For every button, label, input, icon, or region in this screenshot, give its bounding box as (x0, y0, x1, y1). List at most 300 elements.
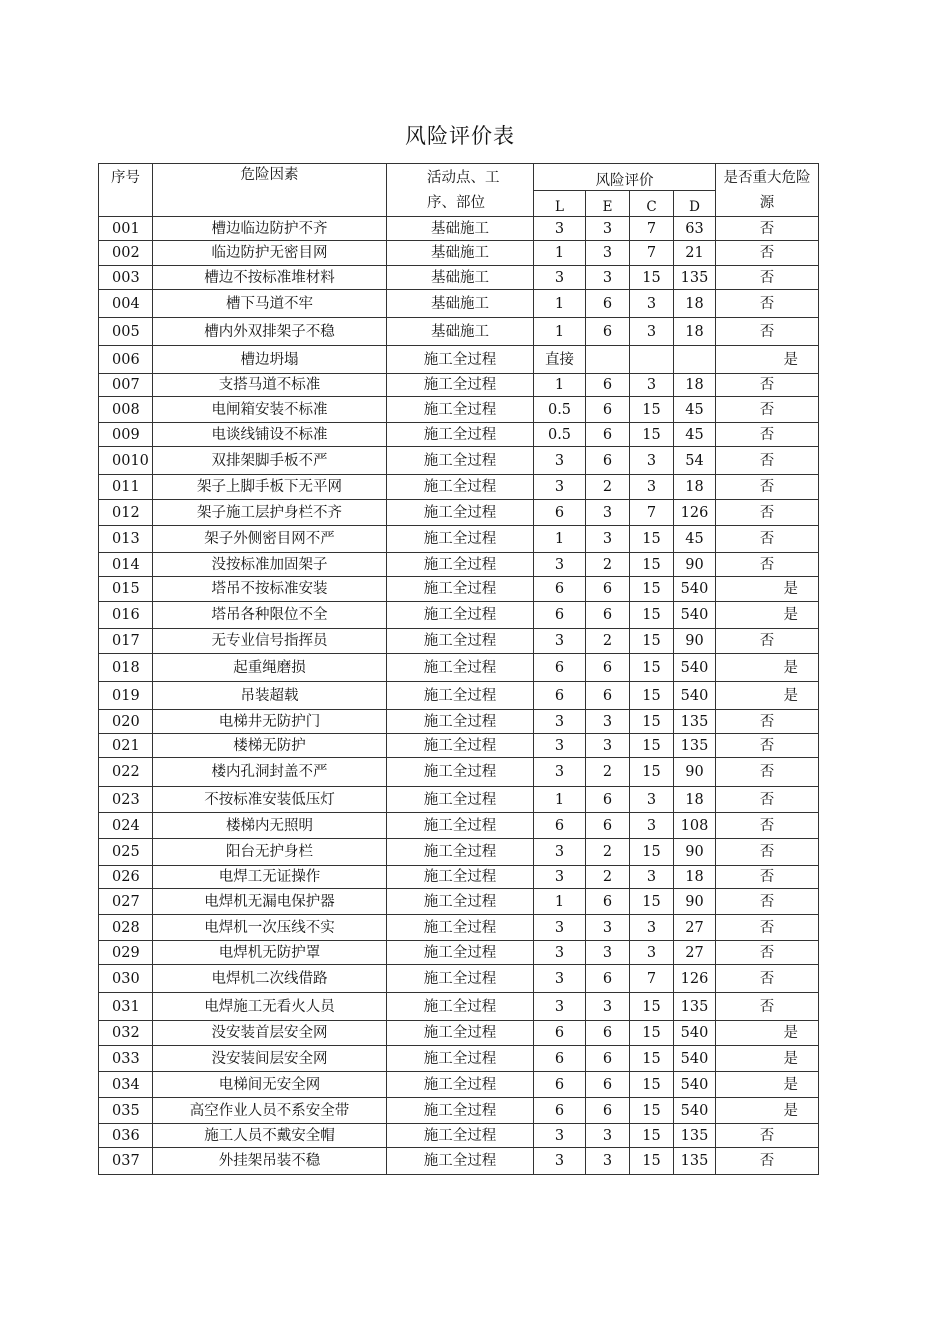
cell-hazard: 支搭马道不标准 (153, 374, 387, 397)
cell-e: 3 (586, 500, 630, 526)
cell-no: 034 (99, 1072, 153, 1098)
cell-activity: 施工全过程 (387, 553, 534, 577)
cell-major-hazard: 否 (716, 813, 819, 839)
cell-activity: 施工全过程 (387, 787, 534, 813)
cell-activity: 施工全过程 (387, 1098, 534, 1124)
table-row (99, 602, 819, 629)
cell-activity: 施工全过程 (387, 1124, 534, 1148)
cell-c: 15 (630, 734, 674, 758)
cell-l: 1 (534, 241, 586, 266)
cell-e (586, 346, 630, 374)
cell-hazard: 槽内外双排架子不稳 (153, 318, 387, 346)
table-row (99, 374, 819, 397)
cell-activity: 施工全过程 (387, 602, 534, 629)
cell-major-hazard: 是 (716, 682, 819, 710)
cell-d: 21 (674, 241, 716, 266)
cell-hazard: 电谈线铺设不标准 (153, 423, 387, 447)
cell-activity: 施工全过程 (387, 500, 534, 526)
header-c: C (630, 191, 674, 217)
cell-l: 6 (534, 654, 586, 682)
cell-l: 1 (534, 290, 586, 318)
cell-no: 003 (99, 266, 153, 290)
cell-hazard: 吊装超载 (153, 682, 387, 710)
cell-c: 3 (630, 318, 674, 346)
cell-major-hazard: 否 (716, 965, 819, 993)
table-row (99, 1046, 819, 1072)
cell-d: 18 (674, 318, 716, 346)
cell-c: 15 (630, 839, 674, 866)
cell-c: 3 (630, 447, 674, 475)
cell-d: 540 (674, 577, 716, 602)
cell-hazard: 架子施工层护身栏不齐 (153, 500, 387, 526)
cell-activity: 基础施工 (387, 241, 534, 266)
cell-e: 6 (586, 447, 630, 475)
cell-major-hazard: 是 (716, 654, 819, 682)
cell-c: 15 (630, 710, 674, 734)
cell-major-hazard: 否 (716, 941, 819, 965)
cell-d: 90 (674, 629, 716, 654)
cell-hazard: 槽边坍塌 (153, 346, 387, 374)
cell-no: 022 (99, 758, 153, 787)
cell-major-hazard: 否 (716, 241, 819, 266)
cell-l: 1 (534, 526, 586, 553)
cell-hazard: 外挂架吊装不稳 (153, 1148, 387, 1175)
table-row (99, 965, 819, 993)
cell-l: 3 (534, 447, 586, 475)
cell-c: 7 (630, 500, 674, 526)
cell-activity: 基础施工 (387, 318, 534, 346)
cell-d: 18 (674, 866, 716, 889)
table-row (99, 423, 819, 447)
cell-no: 007 (99, 374, 153, 397)
table-row (99, 813, 819, 839)
cell-no: 035 (99, 1098, 153, 1124)
cell-e: 2 (586, 553, 630, 577)
cell-c (630, 346, 674, 374)
cell-c: 15 (630, 266, 674, 290)
cell-major-hazard: 否 (716, 217, 819, 241)
cell-e: 6 (586, 290, 630, 318)
cell-l: 3 (534, 866, 586, 889)
cell-no: 033 (99, 1046, 153, 1072)
cell-hazard: 架子外侧密目网不严 (153, 526, 387, 553)
cell-c: 15 (630, 758, 674, 787)
cell-hazard: 电焊机无漏电保护器 (153, 889, 387, 915)
cell-no: 024 (99, 813, 153, 839)
cell-d: 135 (674, 734, 716, 758)
cell-hazard: 没安装间层安全网 (153, 1046, 387, 1072)
cell-major-hazard: 否 (716, 526, 819, 553)
cell-activity: 施工全过程 (387, 346, 534, 374)
cell-e: 6 (586, 1072, 630, 1098)
cell-no: 029 (99, 941, 153, 965)
cell-hazard: 电梯间无安全网 (153, 1072, 387, 1098)
cell-d: 45 (674, 526, 716, 553)
cell-activity: 施工全过程 (387, 734, 534, 758)
cell-activity: 施工全过程 (387, 941, 534, 965)
cell-d: 126 (674, 500, 716, 526)
cell-e: 6 (586, 1021, 630, 1046)
table-row (99, 346, 819, 374)
cell-hazard: 电焊机二次线借路 (153, 965, 387, 993)
cell-l: 0.5 (534, 423, 586, 447)
cell-e: 2 (586, 758, 630, 787)
cell-activity: 施工全过程 (387, 710, 534, 734)
cell-no: 031 (99, 993, 153, 1021)
cell-l: 1 (534, 889, 586, 915)
cell-major-hazard: 否 (716, 318, 819, 346)
cell-hazard: 无专业信号指挥员 (153, 629, 387, 654)
cell-hazard: 电焊工无证操作 (153, 866, 387, 889)
cell-e: 2 (586, 866, 630, 889)
cell-major-hazard: 否 (716, 475, 819, 500)
cell-no: 032 (99, 1021, 153, 1046)
table-row (99, 1072, 819, 1098)
cell-hazard: 电梯井无防护门 (153, 710, 387, 734)
cell-l: 3 (534, 758, 586, 787)
cell-d: 135 (674, 710, 716, 734)
cell-c: 15 (630, 654, 674, 682)
table-row (99, 217, 819, 241)
cell-c: 7 (630, 965, 674, 993)
cell-activity: 基础施工 (387, 217, 534, 241)
cell-l: 直接 (534, 346, 586, 374)
cell-l: 3 (534, 941, 586, 965)
cell-activity: 施工全过程 (387, 1046, 534, 1072)
table-row (99, 654, 819, 682)
cell-l: 3 (534, 993, 586, 1021)
cell-l: 1 (534, 787, 586, 813)
cell-e: 3 (586, 734, 630, 758)
cell-l: 3 (534, 710, 586, 734)
header-l: L (534, 191, 586, 217)
cell-hazard: 没按标准加固架子 (153, 553, 387, 577)
header-major-hazard: 是否重大危险源 (716, 164, 819, 217)
cell-c: 15 (630, 526, 674, 553)
cell-l: 6 (534, 577, 586, 602)
cell-major-hazard: 否 (716, 397, 819, 423)
header-risk-eval: 风险评价 (534, 164, 716, 191)
table-row (99, 526, 819, 553)
table-row (99, 1021, 819, 1046)
cell-hazard: 双排架脚手板不严 (153, 447, 387, 475)
cell-d: 90 (674, 889, 716, 915)
table-row (99, 1148, 819, 1175)
cell-c: 15 (630, 889, 674, 915)
cell-c: 15 (630, 1148, 674, 1175)
cell-d: 90 (674, 839, 716, 866)
cell-d: 540 (674, 1021, 716, 1046)
cell-hazard: 起重绳磨损 (153, 654, 387, 682)
cell-activity: 基础施工 (387, 266, 534, 290)
cell-e: 2 (586, 475, 630, 500)
cell-l: 3 (534, 915, 586, 941)
cell-e: 6 (586, 423, 630, 447)
cell-no: 011 (99, 475, 153, 500)
cell-hazard: 施工人员不戴安全帽 (153, 1124, 387, 1148)
cell-no: 006 (99, 346, 153, 374)
cell-hazard: 没安装首层安全网 (153, 1021, 387, 1046)
cell-no: 015 (99, 577, 153, 602)
cell-activity: 施工全过程 (387, 526, 534, 553)
cell-d: 135 (674, 1124, 716, 1148)
cell-d: 540 (674, 1072, 716, 1098)
cell-hazard: 临边防护无密目网 (153, 241, 387, 266)
cell-d: 18 (674, 787, 716, 813)
cell-major-hazard: 是 (716, 1021, 819, 1046)
cell-major-hazard: 否 (716, 839, 819, 866)
cell-major-hazard: 否 (716, 553, 819, 577)
cell-major-hazard: 否 (716, 629, 819, 654)
cell-e: 3 (586, 526, 630, 553)
cell-l: 3 (534, 1124, 586, 1148)
cell-l: 3 (534, 965, 586, 993)
table-row (99, 266, 819, 290)
cell-major-hazard: 否 (716, 866, 819, 889)
table-row (99, 787, 819, 813)
cell-l: 6 (534, 1046, 586, 1072)
cell-major-hazard: 是 (716, 602, 819, 629)
cell-hazard: 架子上脚手板下无平网 (153, 475, 387, 500)
cell-no: 018 (99, 654, 153, 682)
cell-no: 023 (99, 787, 153, 813)
cell-activity: 基础施工 (387, 290, 534, 318)
cell-c: 3 (630, 813, 674, 839)
cell-no: 005 (99, 318, 153, 346)
cell-activity: 施工全过程 (387, 654, 534, 682)
table-row (99, 915, 819, 941)
cell-e: 6 (586, 813, 630, 839)
cell-major-hazard: 否 (716, 1148, 819, 1175)
cell-hazard: 槽边临边防护不齐 (153, 217, 387, 241)
table-row (99, 318, 819, 346)
cell-d: 108 (674, 813, 716, 839)
cell-no: 021 (99, 734, 153, 758)
cell-activity: 施工全过程 (387, 813, 534, 839)
risk-table (98, 163, 819, 1175)
cell-major-hazard: 否 (716, 758, 819, 787)
cell-activity: 施工全过程 (387, 577, 534, 602)
cell-d: 63 (674, 217, 716, 241)
cell-no: 004 (99, 290, 153, 318)
table-row (99, 758, 819, 787)
table-row (99, 290, 819, 318)
cell-no: 0010 (99, 447, 153, 475)
table-row (99, 682, 819, 710)
cell-l: 3 (534, 1148, 586, 1175)
cell-c: 7 (630, 241, 674, 266)
cell-d: 27 (674, 941, 716, 965)
cell-d: 54 (674, 447, 716, 475)
cell-major-hazard: 否 (716, 290, 819, 318)
cell-major-hazard: 否 (716, 423, 819, 447)
cell-e: 3 (586, 993, 630, 1021)
cell-hazard: 槽下马道不牢 (153, 290, 387, 318)
header-no: 序号 (99, 164, 153, 217)
cell-activity: 施工全过程 (387, 866, 534, 889)
cell-l: 6 (534, 602, 586, 629)
cell-l: 6 (534, 1098, 586, 1124)
page-title: 风险评价表 (405, 124, 515, 148)
cell-hazard: 槽边不按标准堆材料 (153, 266, 387, 290)
table-row (99, 1098, 819, 1124)
cell-major-hazard: 是 (716, 346, 819, 374)
cell-major-hazard: 否 (716, 734, 819, 758)
cell-major-hazard: 否 (716, 889, 819, 915)
cell-e: 6 (586, 602, 630, 629)
cell-activity: 施工全过程 (387, 965, 534, 993)
cell-d: 540 (674, 1098, 716, 1124)
cell-c: 15 (630, 397, 674, 423)
cell-no: 017 (99, 629, 153, 654)
cell-major-hazard: 否 (716, 1124, 819, 1148)
cell-c: 7 (630, 217, 674, 241)
cell-d: 135 (674, 993, 716, 1021)
cell-c: 15 (630, 629, 674, 654)
cell-d: 45 (674, 423, 716, 447)
cell-major-hazard: 否 (716, 993, 819, 1021)
cell-major-hazard: 否 (716, 915, 819, 941)
cell-major-hazard: 是 (716, 1072, 819, 1098)
cell-l: 3 (534, 475, 586, 500)
table-row (99, 447, 819, 475)
cell-d: 18 (674, 374, 716, 397)
cell-e: 6 (586, 654, 630, 682)
cell-activity: 施工全过程 (387, 423, 534, 447)
cell-hazard: 电焊机一次压线不实 (153, 915, 387, 941)
table-row (99, 241, 819, 266)
header-activity: 活动点、工序、部位 (387, 164, 534, 217)
cell-no: 014 (99, 553, 153, 577)
cell-hazard: 不按标准安装低压灯 (153, 787, 387, 813)
cell-major-hazard: 否 (716, 787, 819, 813)
cell-d: 126 (674, 965, 716, 993)
cell-activity: 施工全过程 (387, 839, 534, 866)
table-row (99, 889, 819, 915)
cell-l: 3 (534, 629, 586, 654)
cell-e: 3 (586, 266, 630, 290)
cell-e: 6 (586, 374, 630, 397)
cell-c: 3 (630, 915, 674, 941)
header-e: E (586, 191, 630, 217)
cell-activity: 施工全过程 (387, 447, 534, 475)
table-row (99, 710, 819, 734)
cell-e: 3 (586, 941, 630, 965)
cell-e: 3 (586, 710, 630, 734)
cell-hazard: 阳台无护身栏 (153, 839, 387, 866)
table-row (99, 397, 819, 423)
cell-d: 540 (674, 654, 716, 682)
cell-hazard: 高空作业人员不系安全带 (153, 1098, 387, 1124)
cell-c: 3 (630, 866, 674, 889)
cell-no: 028 (99, 915, 153, 941)
cell-l: 6 (534, 1021, 586, 1046)
cell-major-hazard: 否 (716, 500, 819, 526)
cell-activity: 施工全过程 (387, 1021, 534, 1046)
table-row (99, 734, 819, 758)
cell-c: 3 (630, 290, 674, 318)
cell-hazard: 电焊机无防护罩 (153, 941, 387, 965)
header-hazard: 危险因素 (153, 164, 387, 217)
cell-hazard: 电闸箱安装不标准 (153, 397, 387, 423)
cell-hazard: 塔吊各种限位不全 (153, 602, 387, 629)
cell-e: 6 (586, 682, 630, 710)
cell-c: 3 (630, 374, 674, 397)
cell-c: 15 (630, 577, 674, 602)
cell-activity: 施工全过程 (387, 889, 534, 915)
cell-l: 3 (534, 553, 586, 577)
cell-activity: 施工全过程 (387, 475, 534, 500)
cell-l: 1 (534, 318, 586, 346)
cell-no: 016 (99, 602, 153, 629)
table-row (99, 475, 819, 500)
cell-d: 18 (674, 290, 716, 318)
cell-c: 3 (630, 787, 674, 813)
cell-no: 020 (99, 710, 153, 734)
cell-major-hazard: 否 (716, 374, 819, 397)
cell-activity: 施工全过程 (387, 993, 534, 1021)
cell-e: 6 (586, 577, 630, 602)
cell-d: 540 (674, 1046, 716, 1072)
cell-no: 026 (99, 866, 153, 889)
cell-major-hazard: 否 (716, 710, 819, 734)
cell-hazard: 塔吊不按标准安装 (153, 577, 387, 602)
cell-c: 15 (630, 682, 674, 710)
table-body (99, 217, 819, 1175)
cell-hazard: 楼梯无防护 (153, 734, 387, 758)
cell-c: 15 (630, 602, 674, 629)
cell-l: 3 (534, 839, 586, 866)
cell-major-hazard: 否 (716, 266, 819, 290)
cell-activity: 施工全过程 (387, 915, 534, 941)
cell-activity: 施工全过程 (387, 1072, 534, 1098)
cell-major-hazard: 是 (716, 577, 819, 602)
cell-c: 15 (630, 1124, 674, 1148)
cell-hazard: 楼梯内无照明 (153, 813, 387, 839)
cell-c: 15 (630, 423, 674, 447)
table-row (99, 941, 819, 965)
table-row (99, 839, 819, 866)
cell-no: 013 (99, 526, 153, 553)
cell-no: 019 (99, 682, 153, 710)
cell-l: 0.5 (534, 397, 586, 423)
cell-d (674, 346, 716, 374)
cell-hazard: 电焊施工无看火人员 (153, 993, 387, 1021)
cell-e: 2 (586, 629, 630, 654)
cell-d: 18 (674, 475, 716, 500)
cell-no: 030 (99, 965, 153, 993)
table-row (99, 500, 819, 526)
cell-activity: 施工全过程 (387, 758, 534, 787)
table-row (99, 553, 819, 577)
cell-d: 135 (674, 266, 716, 290)
cell-major-hazard: 是 (716, 1098, 819, 1124)
cell-e: 6 (586, 1046, 630, 1072)
cell-e: 6 (586, 318, 630, 346)
cell-d: 90 (674, 553, 716, 577)
cell-d: 135 (674, 1148, 716, 1175)
cell-d: 540 (674, 602, 716, 629)
cell-c: 3 (630, 941, 674, 965)
cell-no: 012 (99, 500, 153, 526)
cell-c: 15 (630, 993, 674, 1021)
cell-c: 15 (630, 1072, 674, 1098)
cell-activity: 施工全过程 (387, 397, 534, 423)
cell-e: 2 (586, 839, 630, 866)
cell-activity: 施工全过程 (387, 682, 534, 710)
cell-e: 6 (586, 397, 630, 423)
cell-l: 3 (534, 734, 586, 758)
